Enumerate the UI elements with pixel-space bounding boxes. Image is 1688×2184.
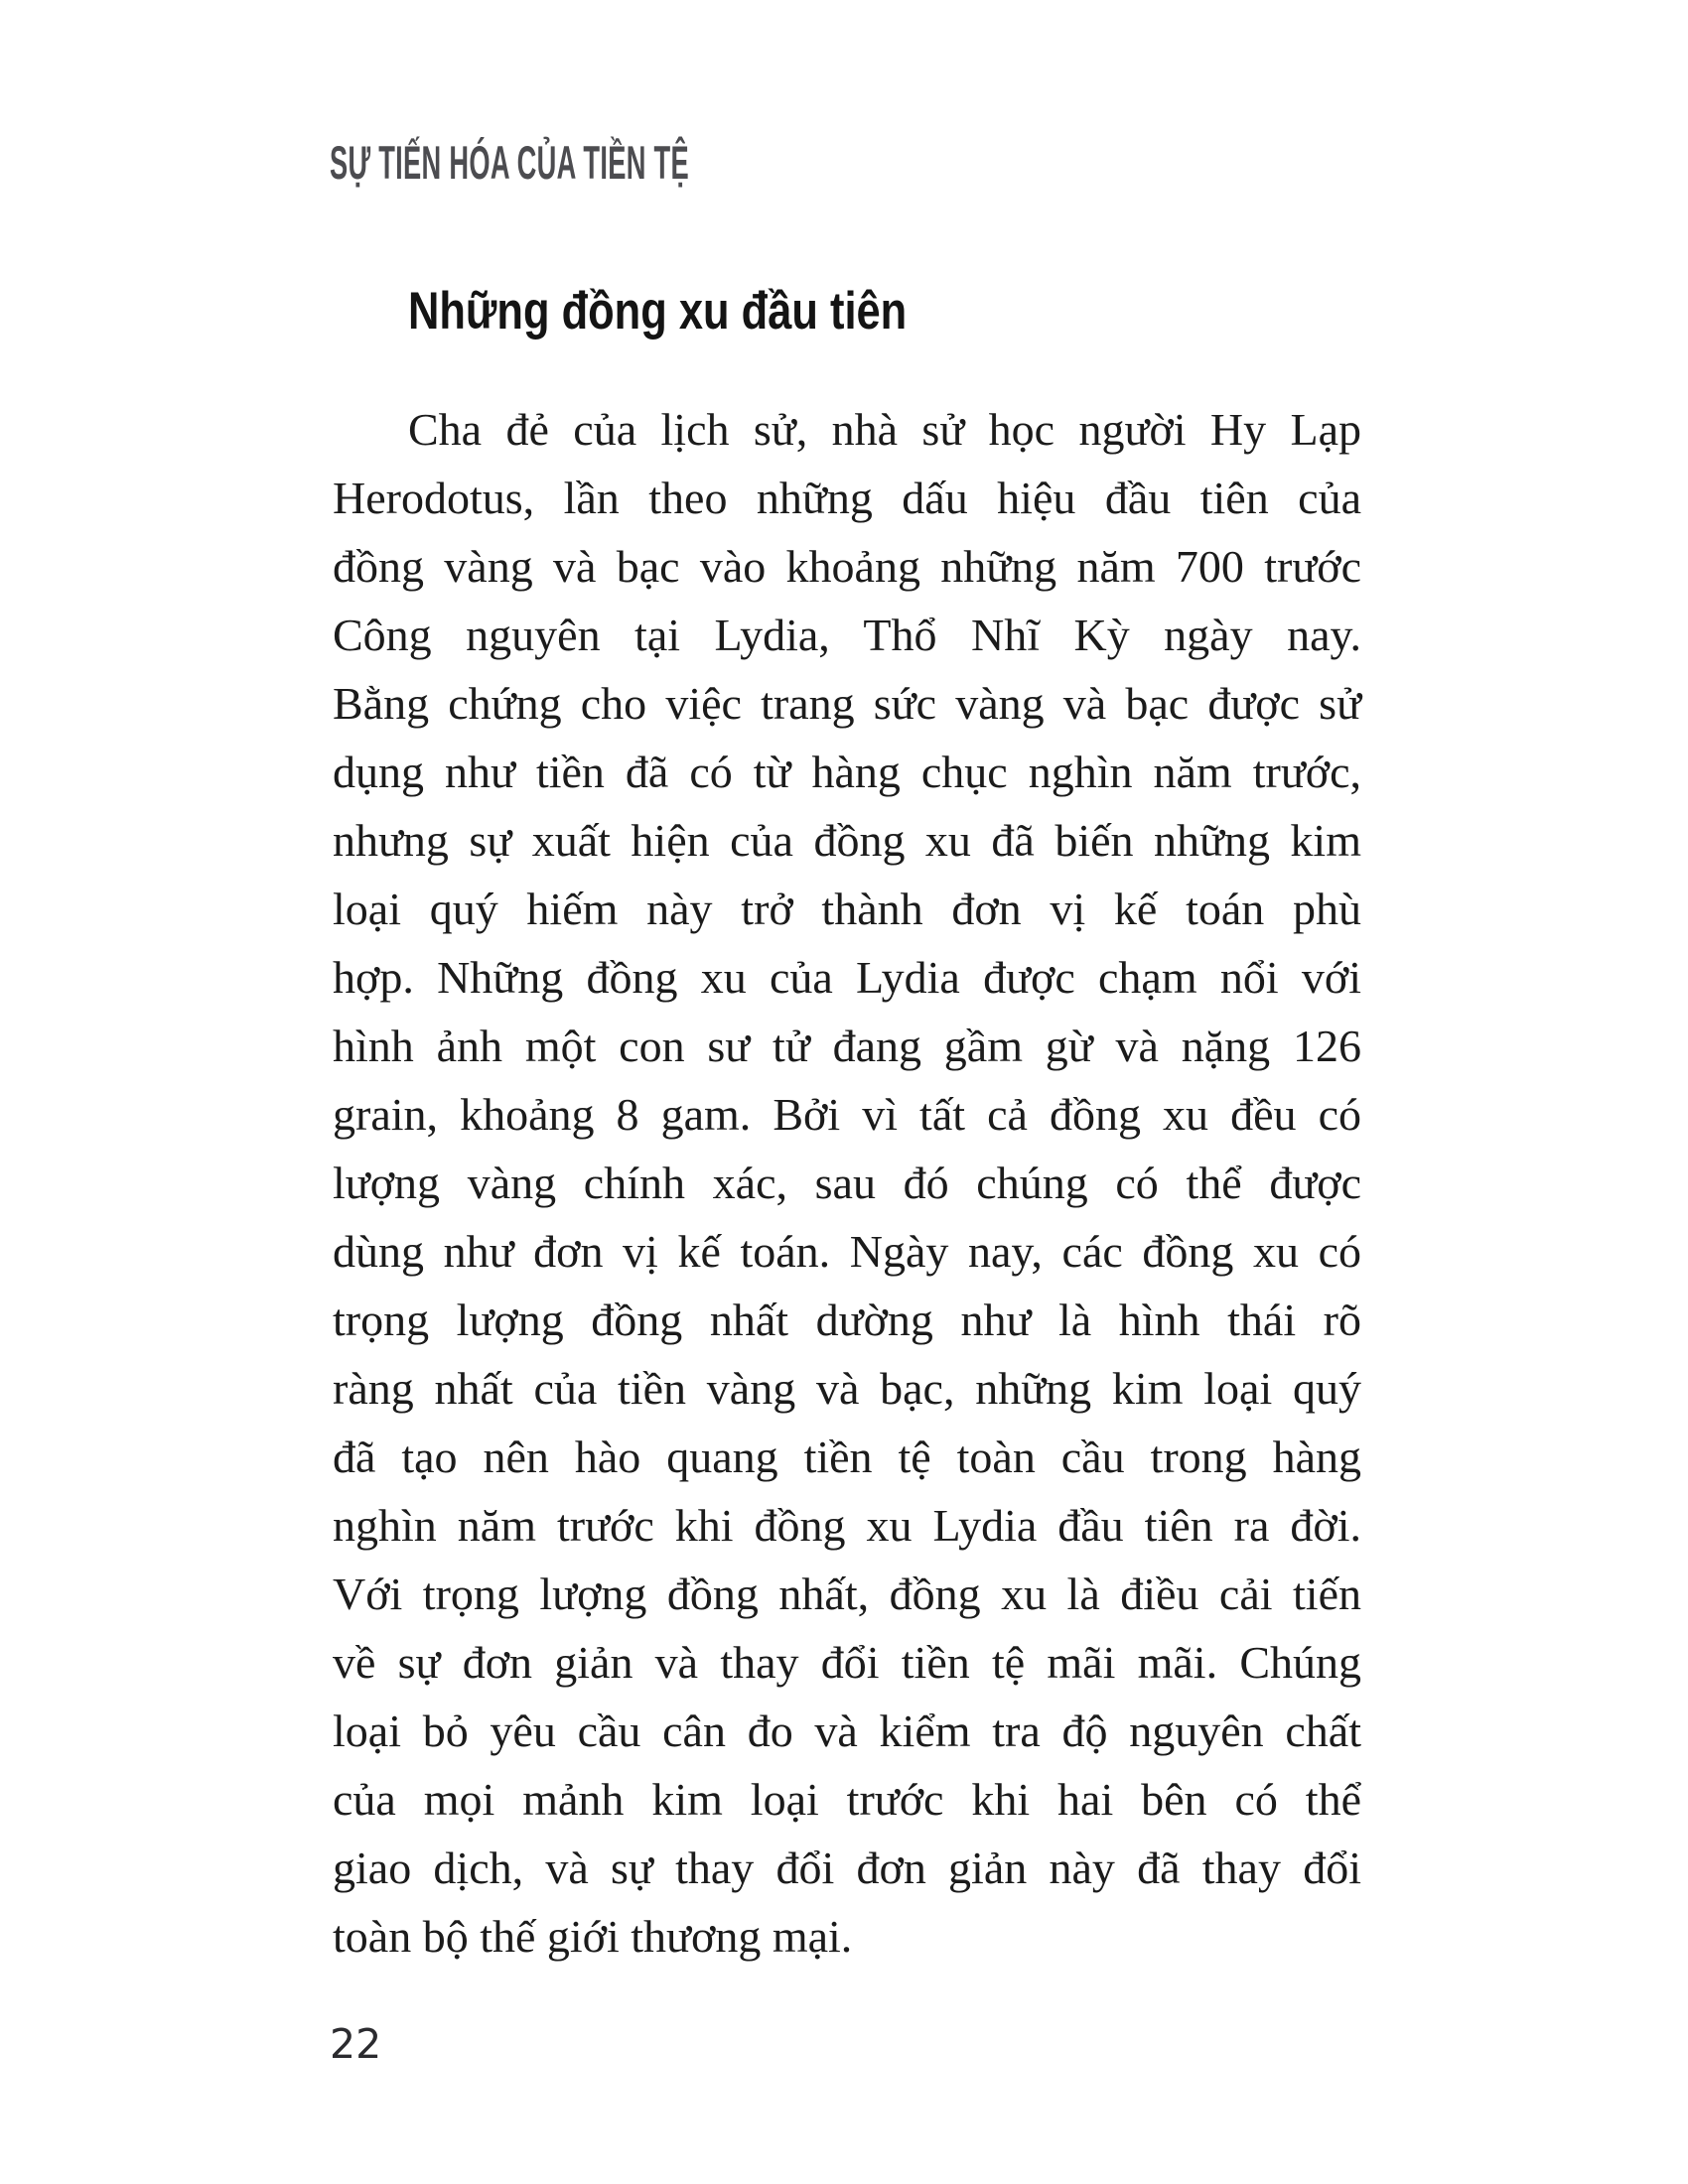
body-paragraph — [333, 395, 1361, 1971]
body-line: ràng nhất của tiền vàng và bạc, những kim loại quý — [333, 1363, 1361, 1414]
section-heading-text: Những đồng xu đầu tiên — [408, 282, 908, 341]
body-line: loại bỏ yêu cầu cân đo và kiểm tra độ nguyên chất — [333, 1706, 1361, 1756]
body-line: dụng như tiền đã có từ hàng chục nghìn năm trước, — [333, 747, 1361, 797]
body-line: Bằng chứng cho việc trang sức vàng và bạc được sử — [333, 678, 1361, 729]
body-line: Công nguyên tại Lydia, Thổ Nhĩ Kỳ ngày nay. — [333, 610, 1361, 660]
body-line: hình ảnh một con sư tử đang gầm gừ và nặng 126 — [333, 1021, 1361, 1071]
body-line: trọng lượng đồng nhất dường như là hình thái rõ — [333, 1295, 1361, 1345]
body-line: loại quý hiếm này trở thành đơn vị kế toán phù — [333, 884, 1361, 934]
body-line: giao dịch, và sự thay đổi đơn giản này đã thay đổi — [333, 1843, 1361, 1893]
body-line: của mọi mảnh kim loại trước khi hai bên có thể — [333, 1774, 1361, 1825]
body-line: Herodotus, lần theo những dấu hiệu đầu tiên của — [333, 473, 1361, 523]
body-line: nhưng sự xuất hiện của đồng xu đã biến những kim — [333, 815, 1361, 866]
body-line: lượng vàng chính xác, sau đó chúng có thể được — [333, 1158, 1361, 1208]
body-line: Cha đẻ của lịch sử, nhà sử học người Hy Lạp — [408, 404, 1361, 455]
body-line: toàn bộ thế giới thương mại. — [333, 1911, 853, 1962]
page-number: 22 — [330, 2020, 382, 2068]
body-line: Với trọng lượng đồng nhất, đồng xu là điều cải tiến — [333, 1569, 1361, 1619]
body-line: đã tạo nên hào quang tiền tệ toàn cầu trong hàng — [333, 1432, 1361, 1482]
body-line: hợp. Những đồng xu của Lydia được chạm nổi với — [333, 952, 1361, 1003]
body-line: về sự đơn giản và thay đổi tiền tệ mãi mãi. Chúng — [333, 1637, 1361, 1688]
body-line: grain, khoảng 8 gam. Bởi vì tất cả đồng xu đều có — [333, 1089, 1361, 1140]
running-header-text: SỰ TIẾN HÓA CỦA TIỀN TỆ — [330, 136, 689, 189]
body-line: dùng như đơn vị kế toán. Ngày nay, các đồng xu có — [333, 1226, 1361, 1277]
body-line: đồng vàng và bạc vào khoảng những năm 700 trước — [333, 541, 1361, 592]
running-header — [330, 137, 949, 189]
section-heading — [408, 281, 1016, 342]
body-line: nghìn năm trước khi đồng xu Lydia đầu tiên ra đời. — [333, 1500, 1361, 1551]
